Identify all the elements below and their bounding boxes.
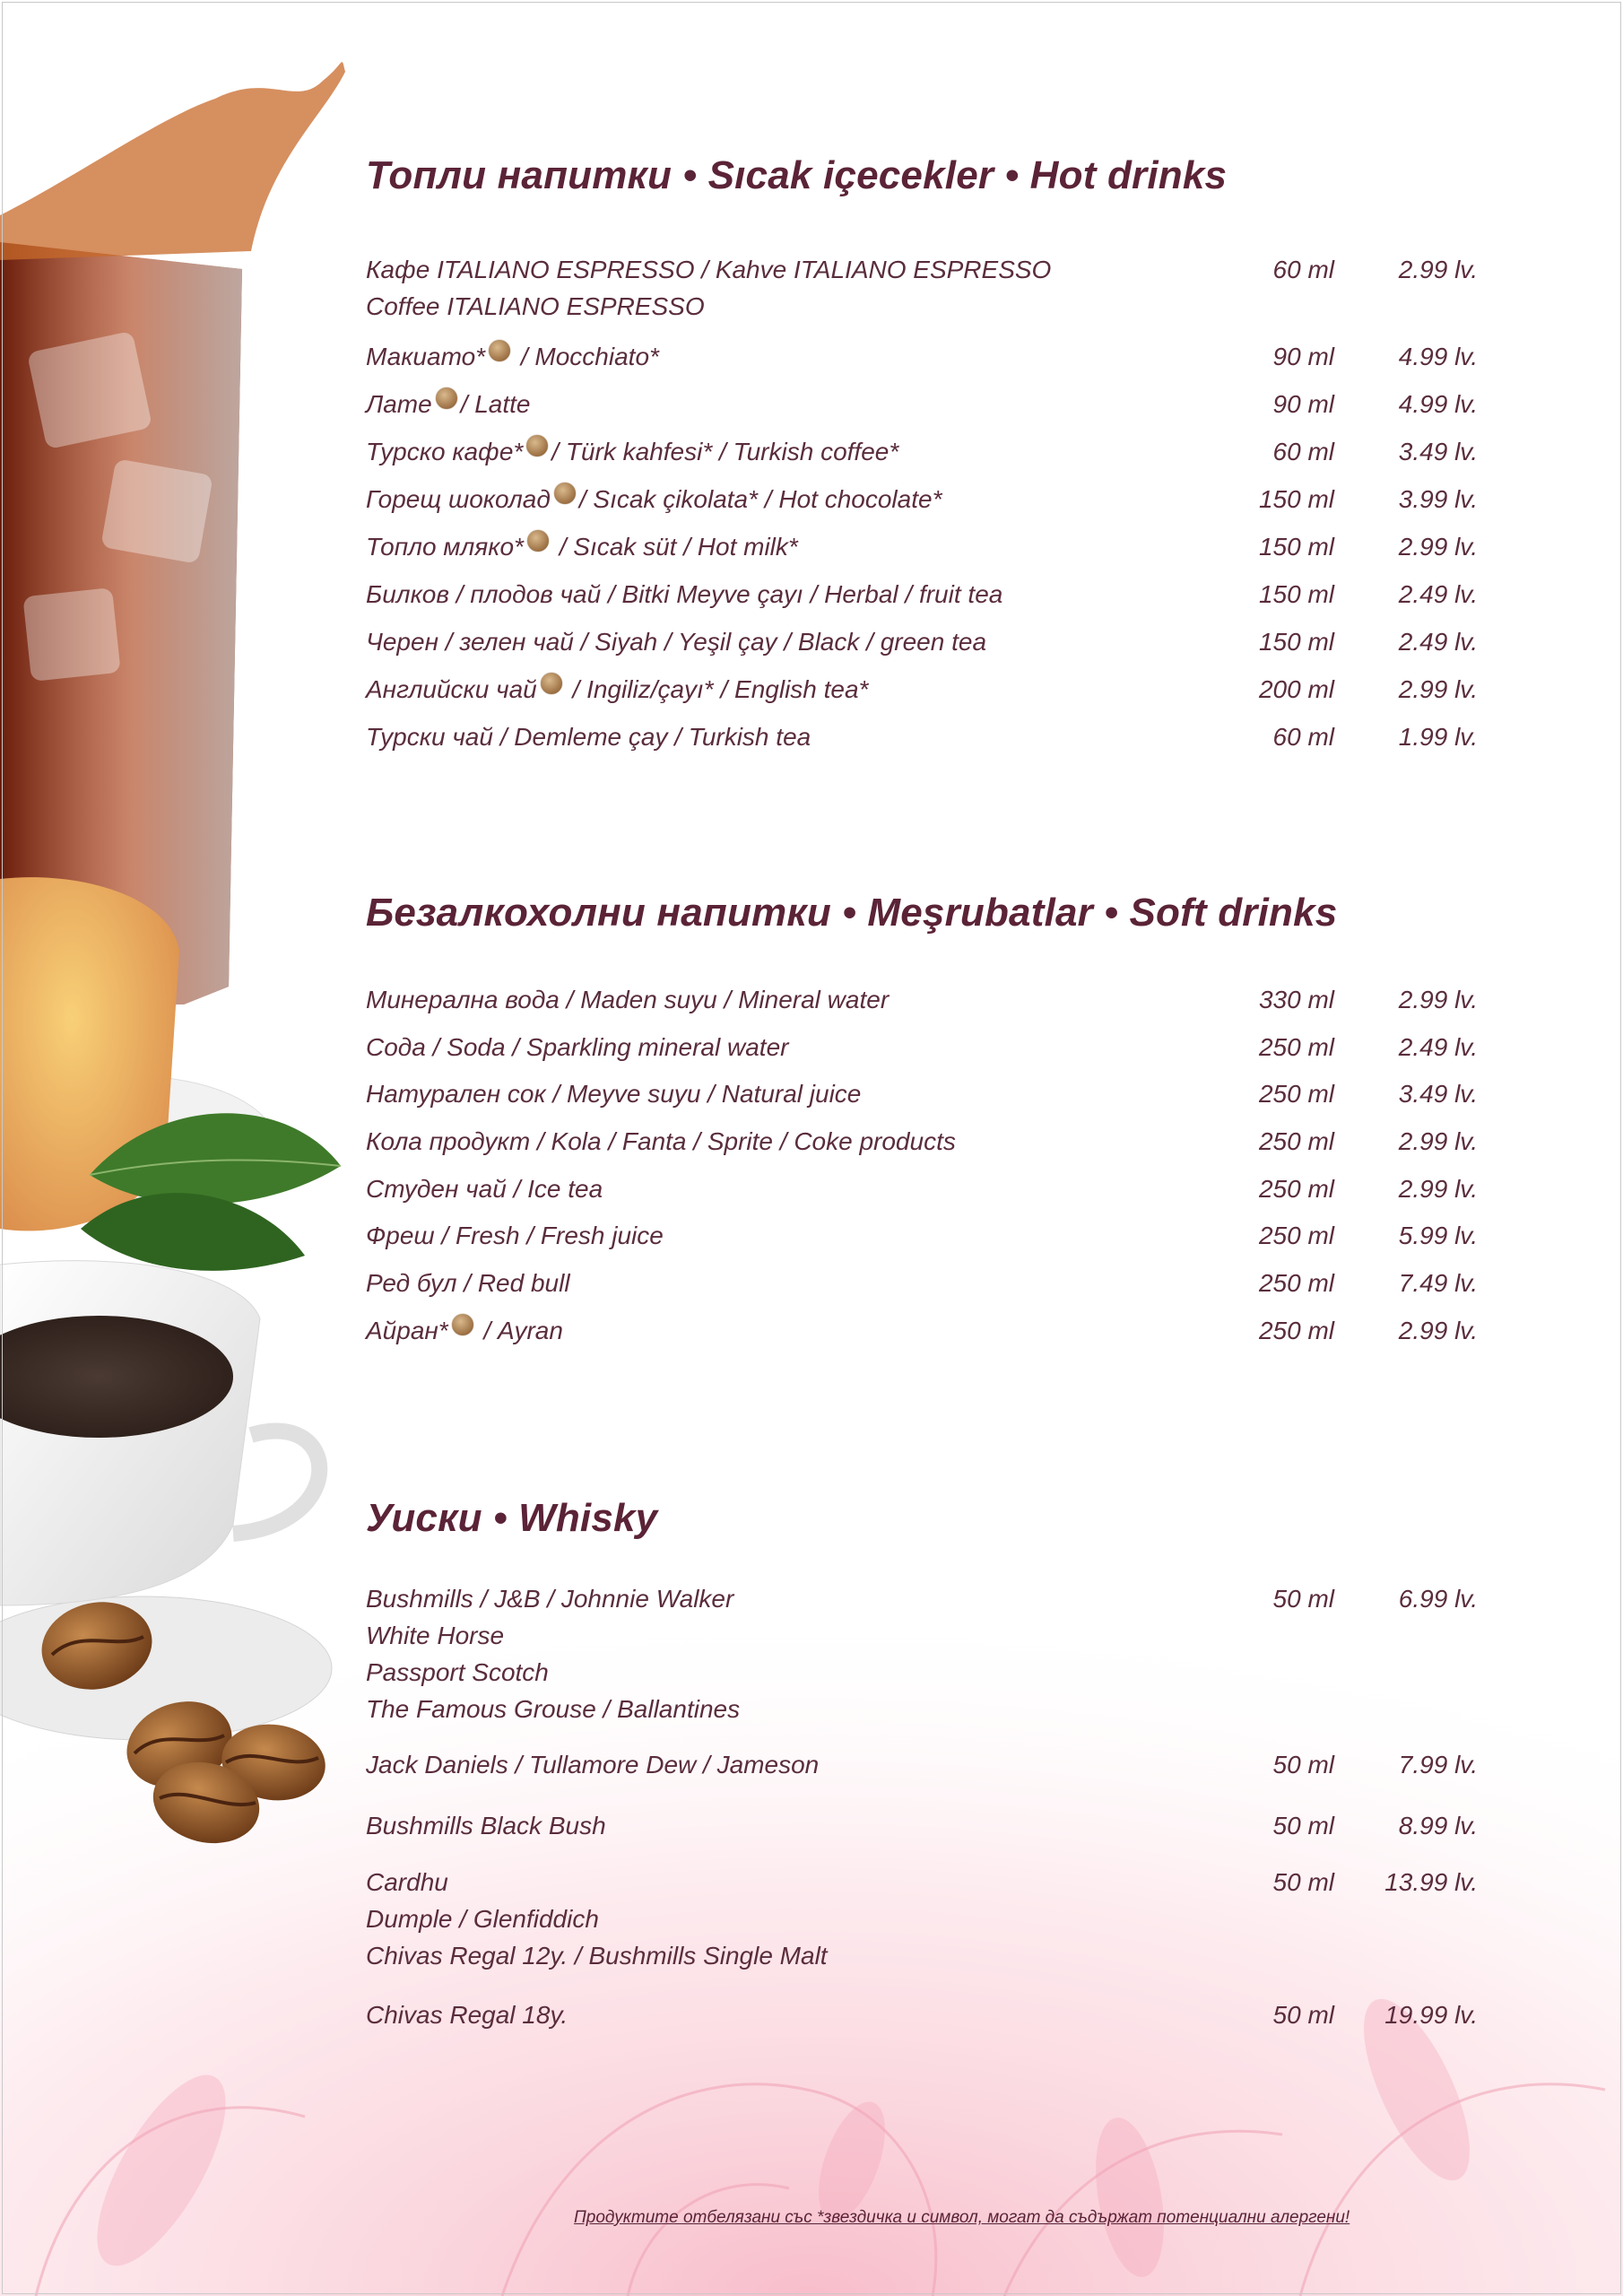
item-name: Фреш / Fresh / Fresh juice bbox=[366, 1222, 664, 1249]
section-title-soft-drinks: Безалкохолни напитки • Meşrubatlar • Soft drinks bbox=[366, 891, 1338, 935]
item-volume: 250 ml bbox=[1258, 1127, 1334, 1155]
item-name: Топло мляко* / Sıcak süt / Hot milk* bbox=[366, 528, 1263, 565]
allergen-icon bbox=[554, 483, 576, 504]
item-volume: 250 ml bbox=[1258, 1317, 1334, 1344]
item-price: 2.99 lv. bbox=[1398, 533, 1478, 561]
item-volume: 150 ml bbox=[1258, 533, 1334, 561]
item-price: 2.99 lv. bbox=[1398, 986, 1478, 1013]
item-volume: 60 ml bbox=[1272, 723, 1334, 751]
item-volume: 90 ml bbox=[1272, 343, 1334, 370]
item-price: 13.99 lv. bbox=[1384, 1868, 1478, 1896]
item-volume: 150 ml bbox=[1258, 628, 1334, 656]
item-volume: 200 ml bbox=[1258, 675, 1334, 703]
allergen-icon bbox=[489, 340, 510, 361]
item-volume: 60 ml bbox=[1272, 438, 1334, 465]
item-name: Минерална вода / Maden suyu / Mineral water bbox=[366, 986, 890, 1013]
item-volume: 60 ml bbox=[1272, 256, 1334, 283]
item-name: Chivas Regal 18y. bbox=[366, 2001, 568, 2029]
item-price: 2.99 lv. bbox=[1398, 675, 1478, 703]
item-volume: 50 ml bbox=[1272, 2001, 1334, 2029]
item-price: 1.99 lv. bbox=[1398, 723, 1478, 751]
item-name: Кафе ITALIANO ESPRESSO / Kahve ITALIANO ESPRESSO Coffee ITALIANO ESPRESSO bbox=[366, 256, 1052, 320]
item-name: Английски чай / Ingiliz/çayı* / English tea* bbox=[366, 671, 1263, 708]
item-price: 2.99 lv. bbox=[1398, 1317, 1478, 1344]
item-volume: 150 ml bbox=[1258, 485, 1334, 513]
item-volume: 250 ml bbox=[1258, 1080, 1334, 1108]
allergen-icon bbox=[527, 530, 549, 552]
item-volume: 330 ml bbox=[1258, 986, 1334, 1013]
allergen-icon bbox=[526, 435, 548, 457]
item-name: Сода / Soda / Sparkling mineral water bbox=[366, 1033, 789, 1061]
item-price: 7.49 lv. bbox=[1398, 1269, 1478, 1297]
item-price: 19.99 lv. bbox=[1384, 2001, 1478, 2029]
item-name: Горещ шоколад / Sıcak çikolata* / Hot chocolate* bbox=[366, 481, 1263, 517]
item-volume: 250 ml bbox=[1258, 1175, 1334, 1203]
item-name: Натурален сок / Meyve suyu / Natural juice bbox=[366, 1080, 862, 1108]
item-name: Билков / плодов чай / Bitki Meyve çayı / Herbal / fruit tea bbox=[366, 580, 1003, 608]
item-volume: 90 ml bbox=[1272, 390, 1334, 418]
item-name: Bushmills / J&B / Johnnie Walker White Horse Passport Scotch The Famous Grouse / Ballantines bbox=[366, 1585, 741, 1723]
item-name: Айран* / Ayran bbox=[366, 1312, 1263, 1349]
item-price: 2.99 lv. bbox=[1398, 1175, 1478, 1203]
item-volume: 150 ml bbox=[1258, 580, 1334, 608]
section-title-hot-drinks: Топли напитки • Sıcak içecekler • Hot drinks bbox=[366, 153, 1228, 197]
item-name: Черен / зелен чай / Siyah / Yeşil çay / Black / green tea bbox=[366, 628, 987, 656]
item-volume: 50 ml bbox=[1272, 1812, 1334, 1839]
item-name: Студен чай / Ice tea bbox=[366, 1175, 603, 1203]
item-price: 2.49 lv. bbox=[1398, 580, 1478, 608]
item-price: 2.99 lv. bbox=[1398, 1127, 1478, 1155]
item-volume: 250 ml bbox=[1258, 1033, 1334, 1061]
item-price: 2.99 lv. bbox=[1398, 256, 1478, 283]
item-volume: 50 ml bbox=[1272, 1751, 1334, 1779]
item-name: Jack Daniels / Tullamore Dew / Jameson bbox=[366, 1751, 820, 1779]
allergen-footnote: Продуктите отбелязани със *звездичка и символ, могат да съдържат потенциални алергени! bbox=[574, 2208, 1350, 2227]
item-name: Макиато* / Mocchiato* bbox=[366, 338, 1263, 375]
item-name: Ред бул / Red bull bbox=[366, 1269, 570, 1297]
item-price: 7.99 lv. bbox=[1398, 1751, 1478, 1779]
item-volume: 50 ml bbox=[1272, 1585, 1334, 1613]
item-price: 3.49 lv. bbox=[1398, 1080, 1478, 1108]
item-name: Турско кафе* / Türk kahfesi* / Turkish coffee* bbox=[366, 433, 1263, 470]
item-price: 5.99 lv. bbox=[1398, 1222, 1478, 1249]
item-name: Турски чай / Demleme çay / Turkish tea bbox=[366, 723, 812, 751]
item-name: Лате / Latte bbox=[366, 386, 1263, 422]
item-price: 2.49 lv. bbox=[1398, 628, 1478, 656]
item-price: 3.99 lv. bbox=[1398, 485, 1478, 513]
item-name: Кола продукт / Kola / Fanta / Sprite / Coke products bbox=[366, 1127, 956, 1155]
item-price: 6.99 lv. bbox=[1398, 1585, 1478, 1613]
section-title-whisky: Уиски • Whisky bbox=[366, 1496, 658, 1540]
item-price: 3.49 lv. bbox=[1398, 438, 1478, 465]
item-price: 2.49 lv. bbox=[1398, 1033, 1478, 1061]
item-name: Bushmills Black Bush bbox=[366, 1812, 606, 1839]
allergen-icon bbox=[452, 1314, 473, 1335]
allergen-icon bbox=[541, 673, 562, 694]
allergen-icon bbox=[436, 387, 457, 409]
item-volume: 250 ml bbox=[1258, 1269, 1334, 1297]
item-price: 8.99 lv. bbox=[1398, 1812, 1478, 1839]
item-volume: 50 ml bbox=[1272, 1868, 1334, 1896]
item-name: Cardhu Dumple / Glenfiddich Chivas Regal 12y. / Bushmills Single Malt bbox=[366, 1868, 828, 1970]
item-price: 4.99 lv. bbox=[1398, 390, 1478, 418]
item-volume: 250 ml bbox=[1258, 1222, 1334, 1249]
item-price: 4.99 lv. bbox=[1398, 343, 1478, 370]
